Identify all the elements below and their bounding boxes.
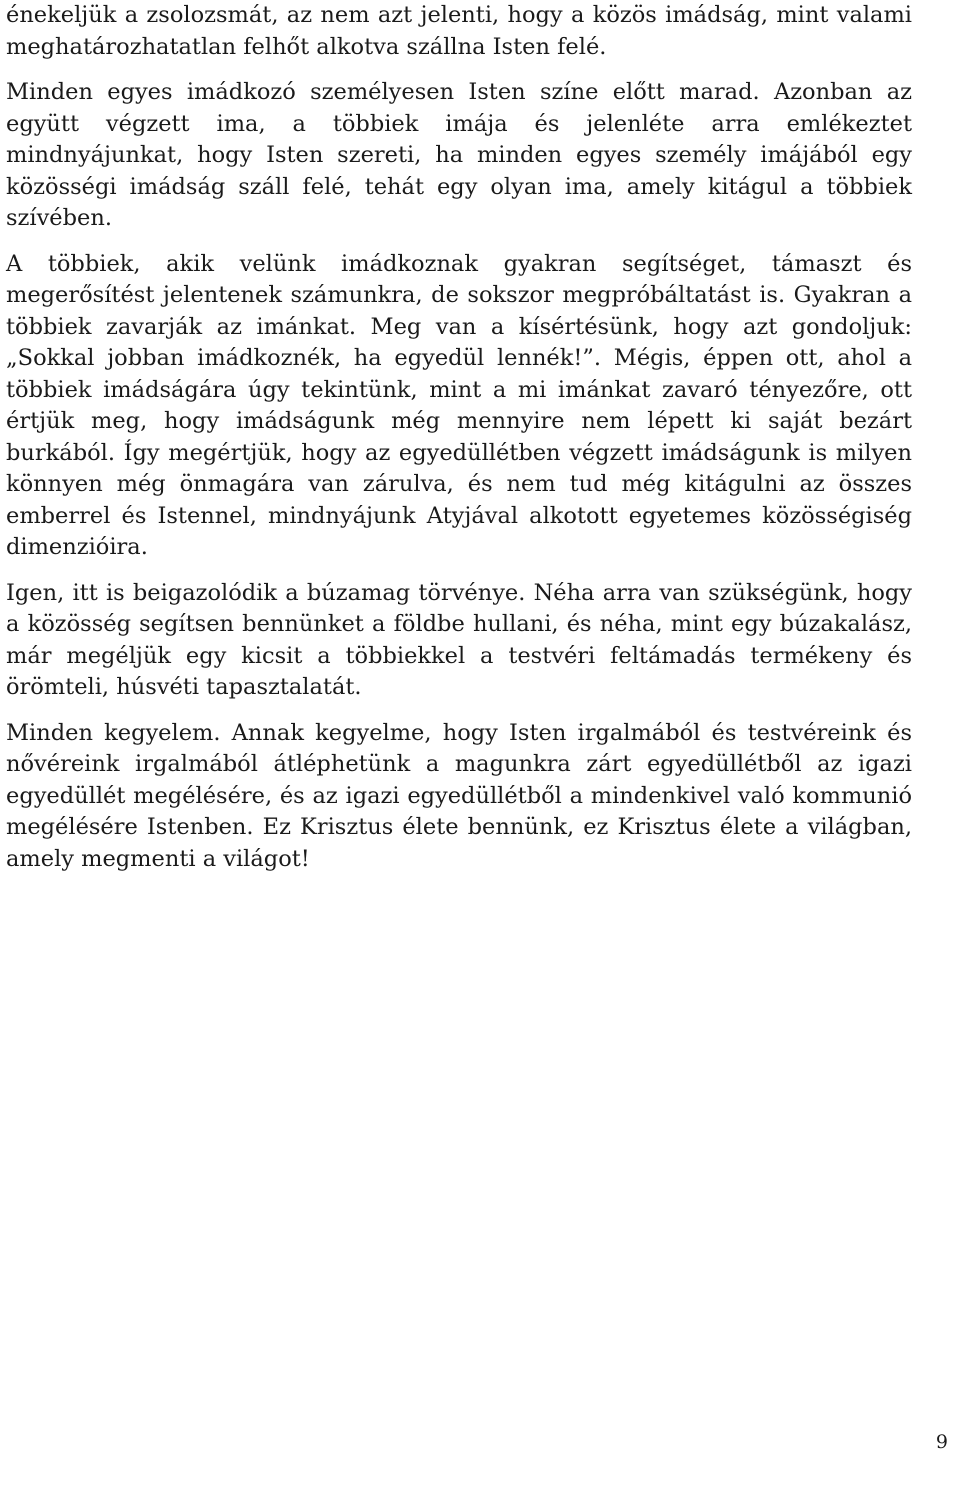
document-page <box>6 0 912 875</box>
paragraph-4: Igen, itt is beigazolódik a búzamag törvénye. Néha arra van szükségünk, hogy a közösség segítsen bennünket a földbe hullani, és néha, mint egy búzakalász, már megéljük egy kicsit a többiekkel a testvéri feltámadás termékeny és örömteli, húsvéti tapasztalatát. <box>6 579 912 700</box>
paragraph-2: Minden egyes imádkozó személyesen Isten színe előtt marad. Azonban az együtt végzett ima, a többiek imája és jelenléte arra emlékeztet mindnyájunkat, hogy Isten szereti, ha minden egyes személy imájából egy közösségi imádság száll felé, tehát egy olyan ima, amely kitágul a többiek szívében. <box>6 79 912 231</box>
paragraph-1: énekeljük a zsolozsmát, az nem azt jelenti, hogy a közös imádság, mint valami meghatározhatatlan felhőt alkotva szállna Isten felé. <box>6 2 912 60</box>
paragraph-5: Minden kegyelem. Annak kegyelme, hogy Isten irgalmából és testvéreink és nővéreink irgalmából átléphetünk a magunkra zárt egyedüllétből az igazi egyedüllét megélésére, és az igazi egyedüllétből a mindenkivel való kommunió megélésére Istenben. Ez Krisztus élete bennünk, ez Krisztus élete a világban, amely megmenti a világot! <box>6 719 912 872</box>
paragraph-3: A többiek, akik velünk imádkoznak gyakran segítséget, támaszt és megerősítést jelentenek számunkra, de sokszor megpróbáltatást is. Gyakran a többiek zavarják az imánkat. Meg van a kísértésünk, hogy azt gondoljuk: „Sokkal jobban imádkoznék, ha egyedül lennék!”. Mégis, éppen ott, ahol a többiek imádságára úgy tekintünk, mint a mi imánkat zavaró tényezőre, ott értjük meg, hogy imádságunk még mennyire nem lépett ki saját bezárt burkából. Így megértjük, hogy az egyedüllétben végzett imádságunk is milyen könnyen még önmagára van zárulva, és nem tud még kitágulni az összes emberrel és Istennel, mindnyájunk Atyjával alkotott egyetemes közösségiség dimenzióira. <box>6 250 912 560</box>
page-number: 9 <box>935 1431 948 1453</box>
